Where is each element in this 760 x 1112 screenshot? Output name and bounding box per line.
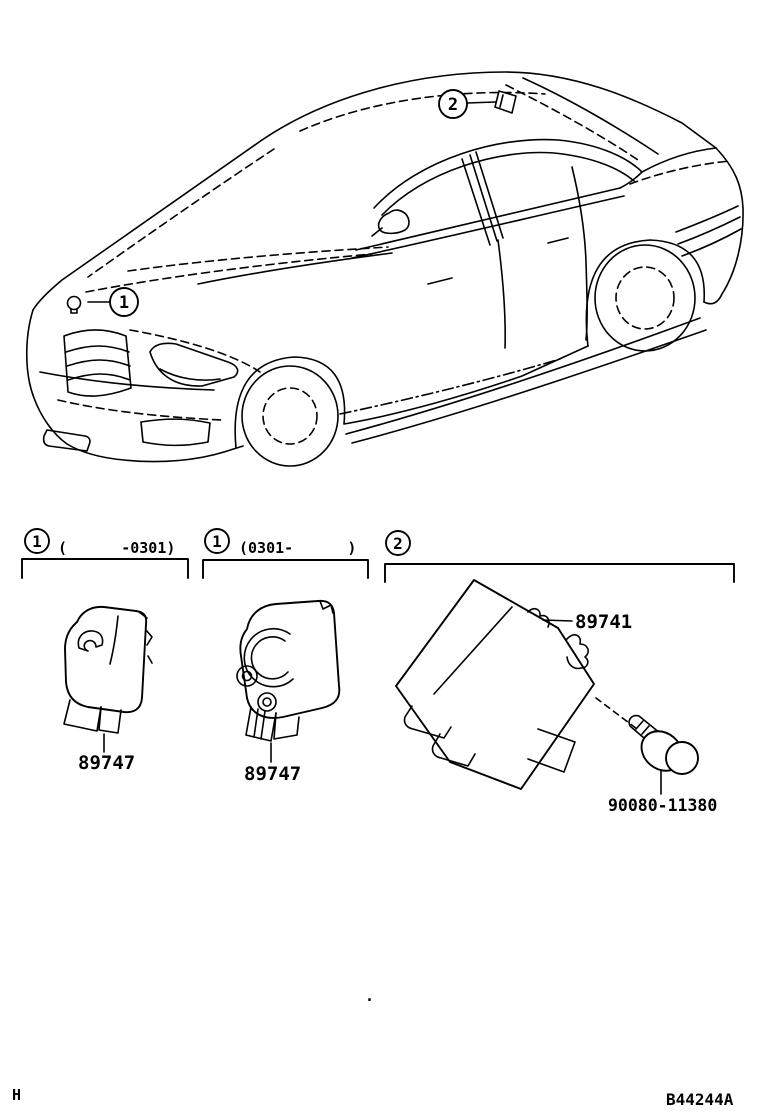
part-leader-line <box>543 620 572 621</box>
callout-1[interactable] <box>88 288 138 316</box>
section-1-early-bracket <box>22 559 188 578</box>
part-89747-late-drawing <box>237 601 339 762</box>
part-body <box>240 601 339 718</box>
callout-1-number: 1 <box>118 293 130 313</box>
car-mirror-stalk <box>372 228 382 236</box>
car-b-pillar <box>476 152 503 238</box>
car-grille-bar <box>66 346 129 352</box>
car-bumper-crease <box>58 400 222 420</box>
car-rear-rim <box>616 267 674 329</box>
footer-page-mark: H <box>12 1086 22 1104</box>
car-door-handle <box>428 278 452 284</box>
car-moulding <box>352 330 706 443</box>
section-header-2 <box>385 531 734 582</box>
car-fog-lamp <box>44 430 90 451</box>
car-rear-trim <box>682 229 741 256</box>
car-front-tire <box>242 366 338 466</box>
part-hook-clip <box>566 635 588 669</box>
screw-head <box>666 742 698 774</box>
section-header-1-early <box>22 529 188 578</box>
figure-code: B44244A <box>666 1090 734 1109</box>
car-rear-trim <box>678 217 740 244</box>
part-box-outline <box>396 580 594 789</box>
part-number-89747-late[interactable]: 89747 <box>244 763 302 785</box>
part-face-line <box>110 616 118 664</box>
car-door-handle <box>548 238 568 243</box>
car-door-shutline <box>498 240 505 348</box>
car-windshield-base <box>198 253 392 284</box>
car-front-wheel-arch <box>235 357 344 448</box>
car-roof-line <box>262 72 716 148</box>
car-rear-trim <box>676 206 738 232</box>
car-c-pillar <box>620 172 642 188</box>
car-rear-door-shutline <box>572 167 587 340</box>
car-lower-intake <box>141 419 210 445</box>
part-number-89747-early[interactable]: 89747 <box>78 752 136 774</box>
roof-sensor-part <box>495 91 516 113</box>
car-rear-tire <box>595 245 695 351</box>
callout-2-leader <box>467 102 495 103</box>
section-header-1-late <box>203 529 368 578</box>
section-1-late-bracket <box>203 560 368 578</box>
section-1-late-range: (0301- ) <box>239 539 357 557</box>
car-moulding <box>340 359 560 414</box>
part-mount-tab <box>404 706 451 738</box>
section-1-early-range: ( -0301) <box>58 539 176 557</box>
car-rear-pillar <box>523 78 658 154</box>
section-2-bracket <box>385 564 734 582</box>
callout-2-number: 2 <box>447 95 459 115</box>
hood-sensor-part <box>68 297 81 310</box>
car-fender-front <box>33 280 62 310</box>
car-illustration <box>27 72 743 466</box>
reference-dot: . <box>365 987 375 1005</box>
screw-assembly-dashed-line <box>596 698 637 729</box>
section-1-early-number: 1 <box>32 532 42 551</box>
car-rear-glass-edge <box>506 85 638 160</box>
part-crescent-slot <box>78 631 102 651</box>
car-grille-bar <box>67 360 130 366</box>
car-roof-rail <box>374 140 642 208</box>
part-number-90080-11380[interactable]: 90080-11380 <box>608 796 718 815</box>
part-89747-early-drawing <box>64 607 152 752</box>
car-rear-outline <box>704 148 743 304</box>
car-rear-wheel-arch <box>586 240 704 346</box>
part-boss-inner <box>263 698 271 706</box>
part-mount-tab <box>432 734 475 766</box>
car-front-rim <box>263 388 317 444</box>
part-boss <box>258 693 276 711</box>
section-2-number: 2 <box>393 534 403 553</box>
car-roof-rail-inner <box>382 153 634 215</box>
car-hood-crease <box>86 254 372 292</box>
car-trunk-seam <box>630 161 730 184</box>
part-connector-block <box>528 729 575 772</box>
section-1-late-number: 1 <box>212 532 222 551</box>
part-number-89741[interactable]: 89741 <box>575 611 633 633</box>
part-body <box>65 607 146 712</box>
screw-drawing <box>629 716 698 794</box>
